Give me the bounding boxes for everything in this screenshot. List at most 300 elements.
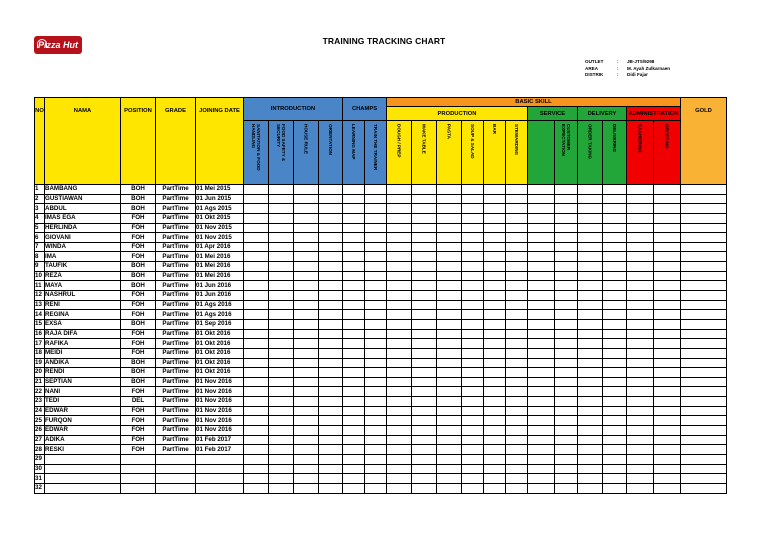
skill-cell[interactable] [528, 483, 555, 493]
skill-cell[interactable] [343, 329, 365, 339]
skill-cell[interactable] [462, 445, 484, 455]
skill-cell[interactable] [681, 300, 727, 310]
skill-cell[interactable] [528, 474, 555, 484]
skill-cell[interactable] [387, 416, 412, 426]
skill-cell[interactable] [462, 387, 484, 397]
skill-cell[interactable] [627, 319, 654, 329]
skill-cell[interactable] [269, 406, 294, 416]
skill-cell[interactable] [578, 377, 603, 387]
skill-cell[interactable] [319, 406, 343, 416]
skill-cell[interactable] [603, 300, 627, 310]
skill-cell[interactable] [244, 204, 269, 214]
skill-cell[interactable] [484, 454, 506, 464]
skill-cell[interactable] [365, 426, 387, 436]
skill-cell[interactable] [484, 185, 506, 195]
skill-cell[interactable] [603, 213, 627, 223]
skill-cell[interactable] [627, 252, 654, 262]
skill-cell[interactable] [484, 329, 506, 339]
skill-cell[interactable] [387, 483, 412, 493]
skill-cell[interactable] [244, 445, 269, 455]
skill-cell[interactable] [603, 368, 627, 378]
skill-cell[interactable] [578, 426, 603, 436]
skill-cell[interactable] [437, 223, 462, 233]
skill-cell[interactable] [343, 252, 365, 262]
skill-cell[interactable] [437, 204, 462, 214]
skill-cell[interactable] [294, 185, 319, 195]
skill-cell[interactable] [506, 310, 528, 320]
skill-cell[interactable] [412, 204, 437, 214]
skill-cell[interactable] [319, 377, 343, 387]
skill-cell[interactable] [462, 483, 484, 493]
skill-cell[interactable] [654, 454, 681, 464]
skill-cell[interactable] [343, 310, 365, 320]
skill-cell[interactable] [555, 281, 578, 291]
skill-cell[interactable] [555, 271, 578, 281]
skill-cell[interactable] [244, 291, 269, 301]
skill-cell[interactable] [244, 300, 269, 310]
skill-cell[interactable] [343, 435, 365, 445]
skill-cell[interactable] [365, 483, 387, 493]
skill-cell[interactable] [578, 339, 603, 349]
skill-cell[interactable] [294, 406, 319, 416]
skill-cell[interactable] [484, 300, 506, 310]
skill-cell[interactable] [603, 185, 627, 195]
skill-cell[interactable] [319, 348, 343, 358]
skill-cell[interactable] [365, 252, 387, 262]
skill-cell[interactable] [506, 291, 528, 301]
skill-cell[interactable] [365, 329, 387, 339]
skill-cell[interactable] [365, 300, 387, 310]
skill-cell[interactable] [528, 262, 555, 272]
skill-cell[interactable] [555, 339, 578, 349]
skill-cell[interactable] [484, 377, 506, 387]
skill-cell[interactable] [412, 262, 437, 272]
skill-cell[interactable] [555, 464, 578, 474]
skill-cell[interactable] [269, 464, 294, 474]
skill-cell[interactable] [484, 213, 506, 223]
skill-cell[interactable] [654, 416, 681, 426]
skill-cell[interactable] [506, 416, 528, 426]
skill-cell[interactable] [412, 377, 437, 387]
skill-cell[interactable] [412, 397, 437, 407]
skill-cell[interactable] [654, 377, 681, 387]
skill-cell[interactable] [462, 358, 484, 368]
skill-cell[interactable] [437, 483, 462, 493]
skill-cell[interactable] [627, 329, 654, 339]
skill-cell[interactable] [528, 291, 555, 301]
skill-cell[interactable] [387, 185, 412, 195]
skill-cell[interactable] [269, 348, 294, 358]
skill-cell[interactable] [603, 252, 627, 262]
skill-cell[interactable] [627, 233, 654, 243]
skill-cell[interactable] [506, 464, 528, 474]
skill-cell[interactable] [506, 271, 528, 281]
skill-cell[interactable] [506, 348, 528, 358]
skill-cell[interactable] [269, 185, 294, 195]
skill-cell[interactable] [681, 348, 727, 358]
skill-cell[interactable] [603, 377, 627, 387]
skill-cell[interactable] [412, 271, 437, 281]
skill-cell[interactable] [627, 426, 654, 436]
skill-cell[interactable] [294, 329, 319, 339]
skill-cell[interactable] [555, 223, 578, 233]
skill-cell[interactable] [437, 454, 462, 464]
skill-cell[interactable] [603, 358, 627, 368]
skill-cell[interactable] [269, 329, 294, 339]
skill-cell[interactable] [578, 291, 603, 301]
skill-cell[interactable] [555, 329, 578, 339]
skill-cell[interactable] [555, 416, 578, 426]
skill-cell[interactable] [462, 464, 484, 474]
skill-cell[interactable] [654, 474, 681, 484]
skill-cell[interactable] [269, 368, 294, 378]
skill-cell[interactable] [603, 329, 627, 339]
skill-cell[interactable] [387, 377, 412, 387]
skill-cell[interactable] [437, 445, 462, 455]
skill-cell[interactable] [319, 262, 343, 272]
skill-cell[interactable] [681, 223, 727, 233]
skill-cell[interactable] [319, 185, 343, 195]
skill-cell[interactable] [484, 387, 506, 397]
skill-cell[interactable] [681, 194, 727, 204]
skill-cell[interactable] [244, 319, 269, 329]
skill-cell[interactable] [319, 474, 343, 484]
skill-cell[interactable] [244, 329, 269, 339]
skill-cell[interactable] [462, 242, 484, 252]
skill-cell[interactable] [244, 397, 269, 407]
skill-cell[interactable] [269, 358, 294, 368]
skill-cell[interactable] [294, 233, 319, 243]
skill-cell[interactable] [681, 387, 727, 397]
skill-cell[interactable] [528, 454, 555, 464]
skill-cell[interactable] [244, 387, 269, 397]
skill-cell[interactable] [294, 300, 319, 310]
skill-cell[interactable] [578, 300, 603, 310]
skill-cell[interactable] [484, 194, 506, 204]
skill-cell[interactable] [437, 281, 462, 291]
skill-cell[interactable] [462, 204, 484, 214]
skill-cell[interactable] [387, 310, 412, 320]
skill-cell[interactable] [387, 204, 412, 214]
skill-cell[interactable] [244, 464, 269, 474]
skill-cell[interactable] [387, 319, 412, 329]
skill-cell[interactable] [343, 397, 365, 407]
skill-cell[interactable] [387, 300, 412, 310]
skill-cell[interactable] [343, 406, 365, 416]
skill-cell[interactable] [387, 348, 412, 358]
skill-cell[interactable] [681, 474, 727, 484]
skill-cell[interactable] [244, 281, 269, 291]
skill-cell[interactable] [269, 281, 294, 291]
skill-cell[interactable] [654, 483, 681, 493]
skill-cell[interactable] [365, 281, 387, 291]
skill-cell[interactable] [578, 194, 603, 204]
skill-cell[interactable] [654, 464, 681, 474]
skill-cell[interactable] [462, 252, 484, 262]
skill-cell[interactable] [387, 358, 412, 368]
skill-cell[interactable] [506, 252, 528, 262]
skill-cell[interactable] [437, 329, 462, 339]
skill-cell[interactable] [269, 204, 294, 214]
skill-cell[interactable] [555, 474, 578, 484]
skill-cell[interactable] [343, 454, 365, 464]
skill-cell[interactable] [627, 223, 654, 233]
skill-cell[interactable] [294, 252, 319, 262]
skill-cell[interactable] [365, 233, 387, 243]
skill-cell[interactable] [627, 454, 654, 464]
skill-cell[interactable] [269, 194, 294, 204]
skill-cell[interactable] [627, 474, 654, 484]
skill-cell[interactable] [412, 454, 437, 464]
skill-cell[interactable] [462, 454, 484, 464]
skill-cell[interactable] [603, 310, 627, 320]
skill-cell[interactable] [437, 416, 462, 426]
skill-cell[interactable] [603, 262, 627, 272]
skill-cell[interactable] [627, 348, 654, 358]
skill-cell[interactable] [603, 435, 627, 445]
skill-cell[interactable] [578, 242, 603, 252]
skill-cell[interactable] [506, 397, 528, 407]
skill-cell[interactable] [343, 233, 365, 243]
skill-cell[interactable] [437, 242, 462, 252]
skill-cell[interactable] [484, 483, 506, 493]
skill-cell[interactable] [437, 233, 462, 243]
skill-cell[interactable] [319, 223, 343, 233]
skill-cell[interactable] [555, 426, 578, 436]
skill-cell[interactable] [681, 291, 727, 301]
skill-cell[interactable] [319, 454, 343, 464]
skill-cell[interactable] [462, 397, 484, 407]
skill-cell[interactable] [412, 387, 437, 397]
skill-cell[interactable] [387, 435, 412, 445]
skill-cell[interactable] [387, 387, 412, 397]
skill-cell[interactable] [506, 319, 528, 329]
skill-cell[interactable] [627, 194, 654, 204]
skill-cell[interactable] [343, 377, 365, 387]
skill-cell[interactable] [578, 252, 603, 262]
skill-cell[interactable] [412, 464, 437, 474]
skill-cell[interactable] [412, 233, 437, 243]
skill-cell[interactable] [343, 242, 365, 252]
skill-cell[interactable] [528, 204, 555, 214]
skill-cell[interactable] [294, 358, 319, 368]
skill-cell[interactable] [654, 358, 681, 368]
skill-cell[interactable] [484, 291, 506, 301]
skill-cell[interactable] [269, 435, 294, 445]
skill-cell[interactable] [244, 194, 269, 204]
skill-cell[interactable] [578, 368, 603, 378]
skill-cell[interactable] [319, 368, 343, 378]
skill-cell[interactable] [462, 310, 484, 320]
skill-cell[interactable] [343, 213, 365, 223]
skill-cell[interactable] [528, 445, 555, 455]
skill-cell[interactable] [343, 445, 365, 455]
skill-cell[interactable] [244, 348, 269, 358]
skill-cell[interactable] [319, 319, 343, 329]
skill-cell[interactable] [437, 291, 462, 301]
skill-cell[interactable] [528, 397, 555, 407]
skill-cell[interactable] [506, 339, 528, 349]
skill-cell[interactable] [294, 271, 319, 281]
skill-cell[interactable] [627, 271, 654, 281]
skill-cell[interactable] [681, 339, 727, 349]
skill-cell[interactable] [681, 368, 727, 378]
skill-cell[interactable] [412, 348, 437, 358]
skill-cell[interactable] [681, 281, 727, 291]
skill-cell[interactable] [365, 474, 387, 484]
skill-cell[interactable] [244, 358, 269, 368]
skill-cell[interactable] [603, 223, 627, 233]
skill-cell[interactable] [627, 310, 654, 320]
skill-cell[interactable] [578, 185, 603, 195]
skill-cell[interactable] [319, 233, 343, 243]
skill-cell[interactable] [462, 262, 484, 272]
skill-cell[interactable] [555, 213, 578, 223]
skill-cell[interactable] [506, 358, 528, 368]
skill-cell[interactable] [528, 310, 555, 320]
skill-cell[interactable] [627, 300, 654, 310]
skill-cell[interactable] [555, 319, 578, 329]
skill-cell[interactable] [319, 329, 343, 339]
skill-cell[interactable] [578, 358, 603, 368]
skill-cell[interactable] [654, 252, 681, 262]
skill-cell[interactable] [365, 368, 387, 378]
skill-cell[interactable] [319, 435, 343, 445]
skill-cell[interactable] [654, 300, 681, 310]
skill-cell[interactable] [681, 358, 727, 368]
skill-cell[interactable] [555, 406, 578, 416]
skill-cell[interactable] [412, 300, 437, 310]
skill-cell[interactable] [319, 416, 343, 426]
skill-cell[interactable] [555, 397, 578, 407]
skill-cell[interactable] [412, 358, 437, 368]
skill-cell[interactable] [269, 387, 294, 397]
skill-cell[interactable] [555, 445, 578, 455]
skill-cell[interactable] [484, 281, 506, 291]
skill-cell[interactable] [319, 281, 343, 291]
skill-cell[interactable] [506, 194, 528, 204]
skill-cell[interactable] [603, 271, 627, 281]
skill-cell[interactable] [528, 416, 555, 426]
skill-cell[interactable] [603, 233, 627, 243]
skill-cell[interactable] [343, 185, 365, 195]
skill-cell[interactable] [269, 213, 294, 223]
skill-cell[interactable] [437, 185, 462, 195]
skill-cell[interactable] [555, 387, 578, 397]
skill-cell[interactable] [681, 262, 727, 272]
skill-cell[interactable] [654, 185, 681, 195]
skill-cell[interactable] [578, 445, 603, 455]
skill-cell[interactable] [462, 329, 484, 339]
skill-cell[interactable] [462, 281, 484, 291]
skill-cell[interactable] [437, 368, 462, 378]
skill-cell[interactable] [294, 310, 319, 320]
skill-cell[interactable] [412, 242, 437, 252]
skill-cell[interactable] [269, 291, 294, 301]
skill-cell[interactable] [412, 426, 437, 436]
skill-cell[interactable] [603, 339, 627, 349]
skill-cell[interactable] [412, 319, 437, 329]
skill-cell[interactable] [681, 271, 727, 281]
skill-cell[interactable] [654, 426, 681, 436]
skill-cell[interactable] [319, 310, 343, 320]
skill-cell[interactable] [462, 223, 484, 233]
skill-cell[interactable] [462, 377, 484, 387]
skill-cell[interactable] [681, 406, 727, 416]
skill-cell[interactable] [269, 377, 294, 387]
skill-cell[interactable] [603, 348, 627, 358]
skill-cell[interactable] [555, 483, 578, 493]
skill-cell[interactable] [387, 406, 412, 416]
skill-cell[interactable] [627, 435, 654, 445]
skill-cell[interactable] [294, 242, 319, 252]
skill-cell[interactable] [387, 454, 412, 464]
skill-cell[interactable] [603, 483, 627, 493]
skill-cell[interactable] [412, 368, 437, 378]
skill-cell[interactable] [462, 213, 484, 223]
skill-cell[interactable] [506, 368, 528, 378]
skill-cell[interactable] [244, 271, 269, 281]
skill-cell[interactable] [506, 233, 528, 243]
skill-cell[interactable] [365, 387, 387, 397]
skill-cell[interactable] [294, 454, 319, 464]
skill-cell[interactable] [294, 204, 319, 214]
skill-cell[interactable] [654, 445, 681, 455]
skill-cell[interactable] [578, 262, 603, 272]
skill-cell[interactable] [294, 368, 319, 378]
skill-cell[interactable] [528, 300, 555, 310]
skill-cell[interactable] [555, 348, 578, 358]
skill-cell[interactable] [343, 319, 365, 329]
skill-cell[interactable] [365, 339, 387, 349]
skill-cell[interactable] [528, 319, 555, 329]
skill-cell[interactable] [294, 474, 319, 484]
skill-cell[interactable] [437, 194, 462, 204]
skill-cell[interactable] [578, 233, 603, 243]
skill-cell[interactable] [603, 204, 627, 214]
skill-cell[interactable] [319, 445, 343, 455]
skill-cell[interactable] [387, 194, 412, 204]
skill-cell[interactable] [437, 213, 462, 223]
skill-cell[interactable] [294, 348, 319, 358]
skill-cell[interactable] [578, 271, 603, 281]
skill-cell[interactable] [681, 252, 727, 262]
skill-cell[interactable] [578, 348, 603, 358]
skill-cell[interactable] [681, 310, 727, 320]
skill-cell[interactable] [294, 291, 319, 301]
skill-cell[interactable] [578, 406, 603, 416]
skill-cell[interactable] [244, 262, 269, 272]
skill-cell[interactable] [294, 262, 319, 272]
skill-cell[interactable] [294, 387, 319, 397]
skill-cell[interactable] [627, 339, 654, 349]
skill-cell[interactable] [343, 223, 365, 233]
skill-cell[interactable] [343, 339, 365, 349]
skill-cell[interactable] [244, 483, 269, 493]
skill-cell[interactable] [484, 310, 506, 320]
skill-cell[interactable] [528, 271, 555, 281]
skill-cell[interactable] [654, 329, 681, 339]
skill-cell[interactable] [269, 223, 294, 233]
skill-cell[interactable] [319, 300, 343, 310]
skill-cell[interactable] [437, 310, 462, 320]
skill-cell[interactable] [343, 348, 365, 358]
skill-cell[interactable] [528, 242, 555, 252]
skill-cell[interactable] [365, 435, 387, 445]
skill-cell[interactable] [319, 204, 343, 214]
skill-cell[interactable] [528, 464, 555, 474]
skill-cell[interactable] [319, 483, 343, 493]
